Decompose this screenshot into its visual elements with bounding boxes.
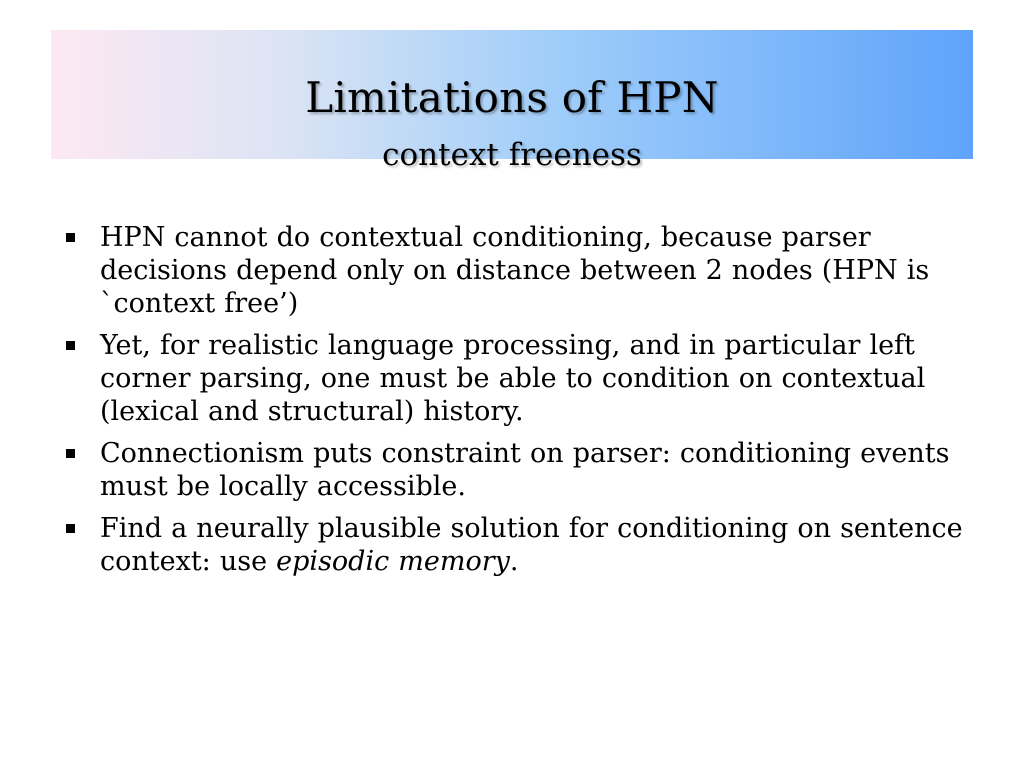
square-bullet-icon (66, 524, 75, 533)
bullet-item (64, 437, 964, 503)
bullet-item (64, 512, 964, 578)
square-bullet-icon (66, 341, 75, 350)
bullet-text: Connectionism puts constraint on parser: conditioning events must be locally accessible. (100, 438, 950, 502)
bullet-item (64, 329, 964, 428)
square-bullet-icon (66, 233, 75, 242)
bullet-list (64, 221, 964, 587)
title-banner (51, 30, 973, 173)
square-bullet-icon (66, 449, 75, 458)
slide-subtitle: context freeness (382, 137, 642, 173)
bullet-text: Yet, for realistic language processing, and in particular left corner parsing, one must be able to condition on contextual (lexical and structural) history. (100, 330, 926, 427)
bullet-item (64, 221, 964, 320)
slide-title: Limitations of HPN (305, 73, 719, 122)
bullet-emphasis: episodic memory (276, 546, 510, 577)
bullet-text-after: . (509, 546, 519, 577)
bullet-text: HPN cannot do contextual conditioning, because parser decisions depend only on distance between 2 nodes (HPN is `context free’) (100, 222, 930, 319)
bullet-text-before: Find a neurally plausible solution for conditioning on sentence context: use (100, 513, 963, 577)
bullet-text (100, 513, 963, 577)
